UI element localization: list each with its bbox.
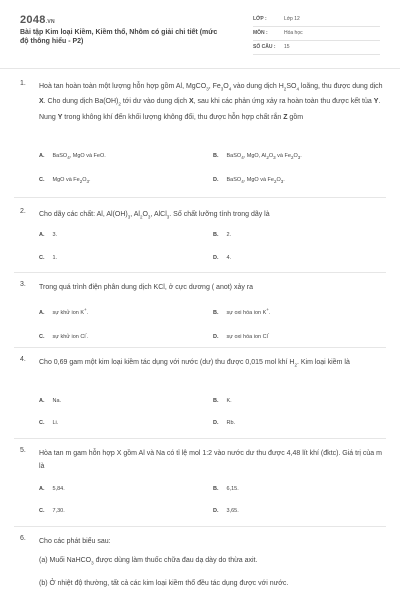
question-number: 4. — [20, 356, 26, 363]
option-c[interactable]: C. 7,30. — [39, 508, 65, 514]
meta-value: 15 — [284, 44, 290, 50]
option-b[interactable]: B. K. — [213, 398, 232, 404]
option-b[interactable]: B. sự oxi hóa ion K+. — [213, 307, 271, 316]
page-header — [0, 0, 400, 68]
meta-subject-row — [253, 26, 380, 41]
option-a[interactable]: A. 3. — [39, 232, 58, 238]
option-c[interactable]: C. sự khử ion Cl-. — [39, 331, 89, 340]
option-a[interactable]: A. Na. — [39, 398, 62, 404]
header-divider — [0, 68, 400, 69]
question-number: 3. — [20, 281, 26, 288]
option-c[interactable]: C. MgO và $Fe_2O_3$. — [39, 177, 91, 185]
option-d[interactable]: D. Rb. — [213, 420, 236, 426]
meta-label: LỚP : — [253, 16, 267, 22]
option-d[interactable]: D. 4. — [213, 255, 232, 261]
document-title: Bài tập Kim loại Kiềm, Kiềm thổ, Nhôm có giải chi tiết (mức độ thông hiểu - P2) — [20, 29, 218, 45]
meta-label: MÔN : — [253, 30, 268, 36]
question-number: 1. — [20, 80, 26, 87]
option-a[interactable]: A. BaSO$_4$, MgO và FeO. — [39, 153, 106, 161]
meta-label: SỐ CÂU : — [253, 44, 276, 50]
question-text: Cho dãy các chất: Al, $Al(OH)_3$, $Al_2O_3$, AlCl$_3$. Số chất lưỡng tính trong dãy là — [39, 211, 270, 220]
statement-a: (a) Muối NaHCO$_3$ được dùng làm thuốc chữa đau dạ dày do thừa axit. — [39, 557, 258, 566]
question-text: Cho 0,69 gam một kim loại kiềm tác dụng với nước (dư) thu được 0,015 mol khí $H_2$. Kim loại kiềm là — [39, 359, 350, 368]
meta-value: Lớp 12 — [284, 16, 300, 22]
option-c[interactable]: C. Li. — [39, 420, 59, 426]
option-d[interactable]: D. sự oxi hóa ion Cl- — [213, 331, 270, 340]
question-divider — [14, 526, 386, 527]
option-b[interactable]: B. 2. — [213, 232, 232, 238]
meta-class-row — [253, 12, 380, 27]
question-divider — [14, 272, 386, 273]
statement-b: (b) Ở nhiệt độ thường, tất cả các kim loại kiềm thổ đều tác dụng được với nước. — [39, 580, 289, 587]
question-text: Cho các phát biểu sau: — [39, 538, 111, 545]
option-b[interactable]: B. BaSO$_4$, MgO, $Al_2O_3$ và $Fe_2O_3$. — [213, 153, 302, 161]
question-number: 6. — [20, 535, 26, 542]
option-a[interactable]: A. sự khử ion K+. — [39, 307, 89, 316]
question-text: Trong quá trình điện phân dung dịch KCl, ở cực dương ( anot) xảy ra — [39, 284, 254, 291]
question-divider — [14, 438, 386, 439]
site-logo[interactable]: 2048.VN — [20, 14, 55, 26]
meta-value: Hóa học — [284, 30, 303, 36]
question-number: 2. — [20, 208, 26, 215]
option-c[interactable]: C. 1. — [39, 255, 58, 261]
option-d[interactable]: D. 3,65. — [213, 508, 239, 514]
option-d[interactable]: D. BaSO$_4$, MgO và $Fe_2O_3$. — [213, 177, 285, 185]
option-a[interactable]: A. 5,84. — [39, 486, 65, 492]
question-divider — [14, 347, 386, 348]
option-b[interactable]: B. 6,15. — [213, 486, 239, 492]
question-text: Hoà tan hoàn toàn một lượng hỗn hợp gồm Al, MgCO$_3$, $Fe_3O_4$ vào dung dịch $H_2SO_4$ loãng, thu được dung dịch X. Cho dung dịch $Ba(OH)_2$ tới dư vào dung dịch X, sau khi các phản ứng xảy ra hoàn toàn thu được kết tủa Y. Nung Y trong không khí đến khối lượng không đổi, thu được hỗn hợp chất rắn Z gồm — [39, 83, 383, 121]
question-divider — [14, 197, 386, 198]
question-number: 5. — [20, 447, 26, 454]
meta-count-row — [253, 40, 380, 55]
question-text: Hòa tan m gam hỗn hợp X gồm Al và Na có tỉ lệ mol 1:2 vào nước dư thu được 4,48 lít khí (đktc). Giá trị của m là — [39, 450, 382, 470]
